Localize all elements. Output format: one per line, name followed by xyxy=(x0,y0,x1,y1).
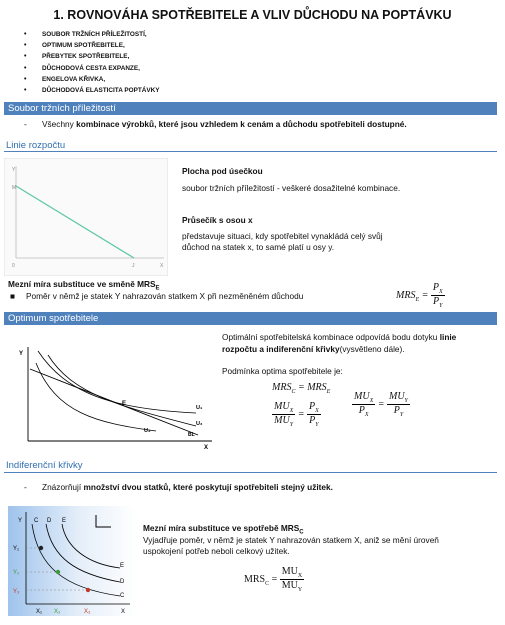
topic-item: • DŮCHODOVÁ CESTA EXPANZE, xyxy=(24,63,160,74)
page-title: 1. ROVNOVÁHA SPOTŘEBITELE A VLIV DŮCHODU NA POPTÁVKU xyxy=(53,8,452,22)
label-u3: U₃ xyxy=(144,428,151,434)
formula-mrs-e: $MRS_E$ = $\frac{P_X}{P_Y}$ xyxy=(396,282,443,309)
prusecik-text-1: představuje situaci, kdy spotřebitel vynakládá celý svůj xyxy=(182,231,383,241)
topic-item: • OPTIMUM SPOTŘEBITELE, xyxy=(24,40,160,51)
label-e-top: E xyxy=(62,518,67,524)
label-y: Y xyxy=(12,167,16,173)
point-1 xyxy=(39,546,43,550)
label-d-right: D xyxy=(120,579,125,585)
label-m: M xyxy=(12,185,17,191)
label-x1: X₁ xyxy=(36,609,43,615)
square-bullet-icon: ■ xyxy=(10,291,16,301)
label-y3: Y₃ xyxy=(13,589,20,595)
dash-marker: - xyxy=(24,482,27,492)
prusecik-title: Průsečík s osou x xyxy=(182,215,253,225)
label-j: J xyxy=(132,263,135,269)
topic-list xyxy=(24,29,160,96)
label-u2: U₂ xyxy=(196,421,203,427)
label-c-right: C xyxy=(120,593,125,599)
label-u1: U₁ xyxy=(196,405,203,411)
topic-item: • ENGELOVA KŘIVKA, xyxy=(24,74,160,85)
label-d-top: D xyxy=(47,518,52,524)
budget-line-graph xyxy=(4,158,168,276)
label-e: E xyxy=(122,401,127,407)
mrs-c-text-1: Vyjadřuje poměr, v němž je statek Y nahrazován statkem X, aniž se mění úroveň xyxy=(143,535,439,545)
label-y: Y xyxy=(18,518,23,524)
optimum-graph xyxy=(16,343,216,451)
formula-mu-ratio: $\frac{MU_X}{MU_Y}$ = $\frac{P_X}{P_Y}$ xyxy=(274,401,319,428)
point-2 xyxy=(56,570,60,574)
section-bar-soubor: Soubor tržních příležitostí xyxy=(4,102,497,115)
optimum-text-3: Podmínka optima spotřebitele je: xyxy=(222,366,343,376)
formula-mrs-equality: $MRS_C = MRS_E$ xyxy=(272,382,331,395)
graph-background xyxy=(8,506,136,616)
label-y2: Y₂ xyxy=(13,570,20,576)
plocha-title: Plocha pod úsečkou xyxy=(182,166,263,176)
topic-item: • PŘEBYTEK SPOTŘEBITELE, xyxy=(24,51,160,62)
s4-text: Znázorňují množství dvou statků, které poskytují spotřebiteli stejný užitek. xyxy=(42,482,333,492)
label-bl: BL xyxy=(188,432,195,438)
mrs-c-text-2: uspokojení potřeb neboli celkový užitek. xyxy=(143,546,290,556)
label-x: X xyxy=(160,263,164,269)
label-c-top: C xyxy=(34,518,39,524)
mrs-e-bullet: Poměr v němž je statek Y nahrazován statkem X při nezměněném důchodu xyxy=(26,291,304,301)
section-header-linie: Linie rozpočtu xyxy=(6,140,66,151)
axes-corner-icon xyxy=(92,514,114,530)
prusecik-text-2: důchod na statek x, to samé platí u osy y. xyxy=(182,242,335,252)
label-zero: 0 xyxy=(12,263,15,269)
optimum-text-2: rozpočtu a indiferenční křivky(vysvětleno dále). xyxy=(222,344,405,354)
label-e-right: E xyxy=(120,563,125,569)
section-header-indiferencni: Indiferenční křivky xyxy=(6,460,83,471)
section-bar-optimum: Optimum spotřebitele xyxy=(4,312,497,325)
label-x2: X₂ xyxy=(54,609,61,615)
label-y: Y xyxy=(19,351,24,357)
section-underline xyxy=(4,151,497,152)
label-y1: Y₁ xyxy=(13,546,20,552)
mrs-c-title: Mezní míra substituce ve spotřebě $MRS_C$ xyxy=(143,523,304,536)
optimum-text-1: Optimální spotřebitelská kombinace odpovídá bodu dotyku linie xyxy=(222,332,457,342)
topic-item: • DŮCHODOVÁ ELASTICITA POPTÁVKY xyxy=(24,85,160,96)
indifference-curve-u2 xyxy=(48,355,196,426)
mrs-e-title: Mezní míra substituce ve směně $MRS_E$ xyxy=(8,279,160,292)
formula-mrs-c: $MRS_C$ = $\frac{MU_X}{MU_Y}$ xyxy=(244,566,303,593)
label-x: X xyxy=(121,609,126,615)
point-3 xyxy=(86,588,90,592)
dash-marker: - xyxy=(24,119,27,129)
indifference-curves-graph xyxy=(8,506,136,616)
section-underline xyxy=(4,472,497,473)
s1-text: Všechny kombinace výrobků, které jsou vzhledem k cenám a důchodu spotřebiteli dostupné. xyxy=(42,119,407,129)
formula-mu-per-price: $\frac{MU_X}{P_X}$ = $\frac{MU_Y}{P_Y}$ xyxy=(354,391,408,418)
label-x3: X₃ xyxy=(84,609,91,615)
indifference-curve-u3 xyxy=(36,363,156,431)
topic-item: • SOUBOR TRŽNÍCH PŘÍLEŽITOSTÍ, xyxy=(24,29,160,40)
label-x: X xyxy=(204,445,209,451)
plocha-text: soubor tržních příležitostí - veškeré dosažitelné kombinace. xyxy=(182,183,401,193)
